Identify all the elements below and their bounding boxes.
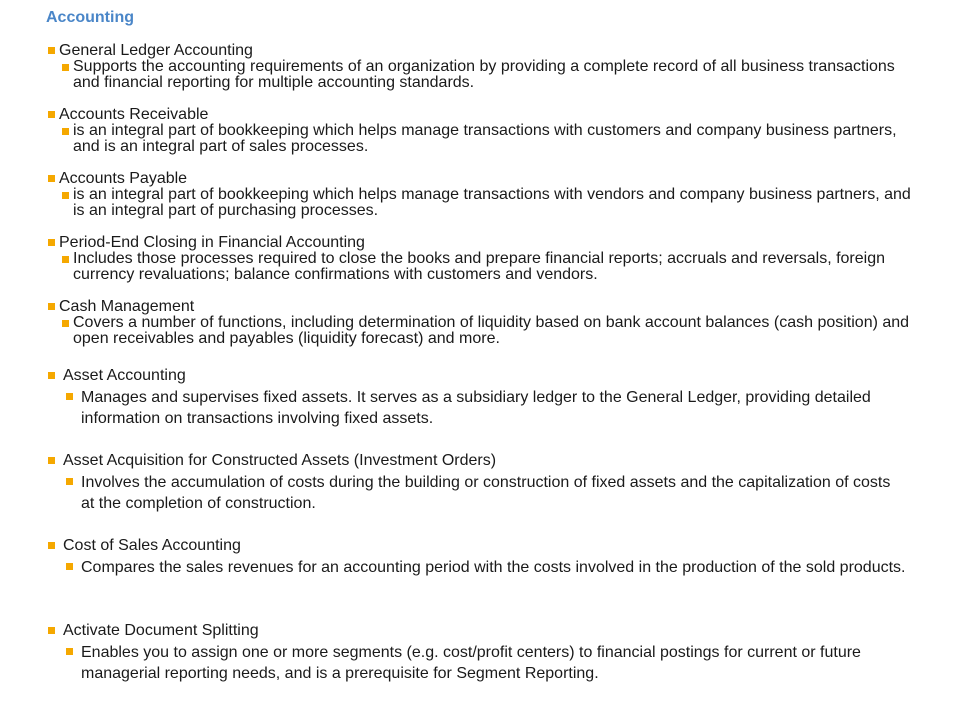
bullet-icon <box>62 128 69 135</box>
section-accounts-payable <box>48 170 928 219</box>
section-heading: Asset Accounting <box>63 367 186 384</box>
bullet-icon <box>62 64 69 71</box>
bullet-icon <box>66 393 73 400</box>
section-cash-management <box>48 298 938 347</box>
section-text: Covers a number of functions, including determination of liquidity based on bank account balances (cash position) and open receivables and payables (liquidity forecast) and more. <box>73 314 910 347</box>
section-heading: Asset Acquisition for Constructed Assets (Investment Orders) <box>63 452 497 469</box>
section-period-end-closing <box>48 234 928 283</box>
bullet-icon <box>66 563 73 570</box>
bullet-icon <box>62 320 69 327</box>
bullet-icon <box>48 111 55 118</box>
section-text: Includes those processes required to close the books and prepare financial reports; accruals and reversals, foreign currency revaluations; balance confirmations with customers and vendors. <box>73 250 886 283</box>
bullet-icon <box>62 192 69 199</box>
section-heading: Accounts Payable <box>59 170 188 187</box>
bullet-icon <box>48 175 55 182</box>
bullet-icon <box>48 239 55 246</box>
section-heading: Cost of Sales Accounting <box>63 537 241 554</box>
section-text: Enables you to assign one or more segments (e.g. cost/profit centers) to financial postings for current or future managerial reporting needs, and is a prerequisite for Segment Reporting. <box>81 644 861 682</box>
section-text: is an integral part of bookkeeping which helps manage transactions with customers and company business partners, and is an integral part of sales processes. <box>73 122 897 155</box>
section-accounts-receivable <box>48 106 928 155</box>
section-asset-acquisition <box>48 451 928 514</box>
section-text: Involves the accumulation of costs during the building or construction of fixed assets and the capitalization of costs at the completion of construction. <box>81 474 891 512</box>
section-text: Manages and supervises fixed assets. It serves as a subsidiary ledger to the General Ledger, providing detailed information on transactions involving fixed assets. <box>81 389 871 427</box>
section-cost-of-sales <box>48 536 928 578</box>
section-heading: General Ledger Accounting <box>59 42 253 59</box>
section-heading: Accounts Receivable <box>59 106 209 123</box>
bullet-icon <box>48 372 55 379</box>
bullet-icon <box>48 627 55 634</box>
section-text: Supports the accounting requirements of an organization by providing a complete record of all business transactions and financial reporting for multiple accounting standards. <box>73 58 895 91</box>
section-heading: Cash Management <box>59 298 195 315</box>
slide-title: Accounting <box>46 9 134 26</box>
bullet-icon <box>48 542 55 549</box>
bullet-icon <box>48 47 55 54</box>
section-asset-accounting <box>48 366 928 429</box>
section-heading: Period-End Closing in Financial Accounting <box>59 234 365 251</box>
bullet-icon <box>48 303 55 310</box>
bullet-icon <box>66 478 73 485</box>
section-text: is an integral part of bookkeeping which helps manage transactions with vendors and company business partners, and is an integral part of purchasing processes. <box>73 186 911 219</box>
section-general-ledger <box>48 42 928 91</box>
section-text: Compares the sales revenues for an accounting period with the costs involved in the production of the sold products. <box>81 559 906 576</box>
section-heading: Activate Document Splitting <box>63 622 259 639</box>
bullet-icon <box>66 648 73 655</box>
bullet-icon <box>48 457 55 464</box>
section-document-splitting <box>48 621 928 684</box>
bullet-icon <box>62 256 69 263</box>
